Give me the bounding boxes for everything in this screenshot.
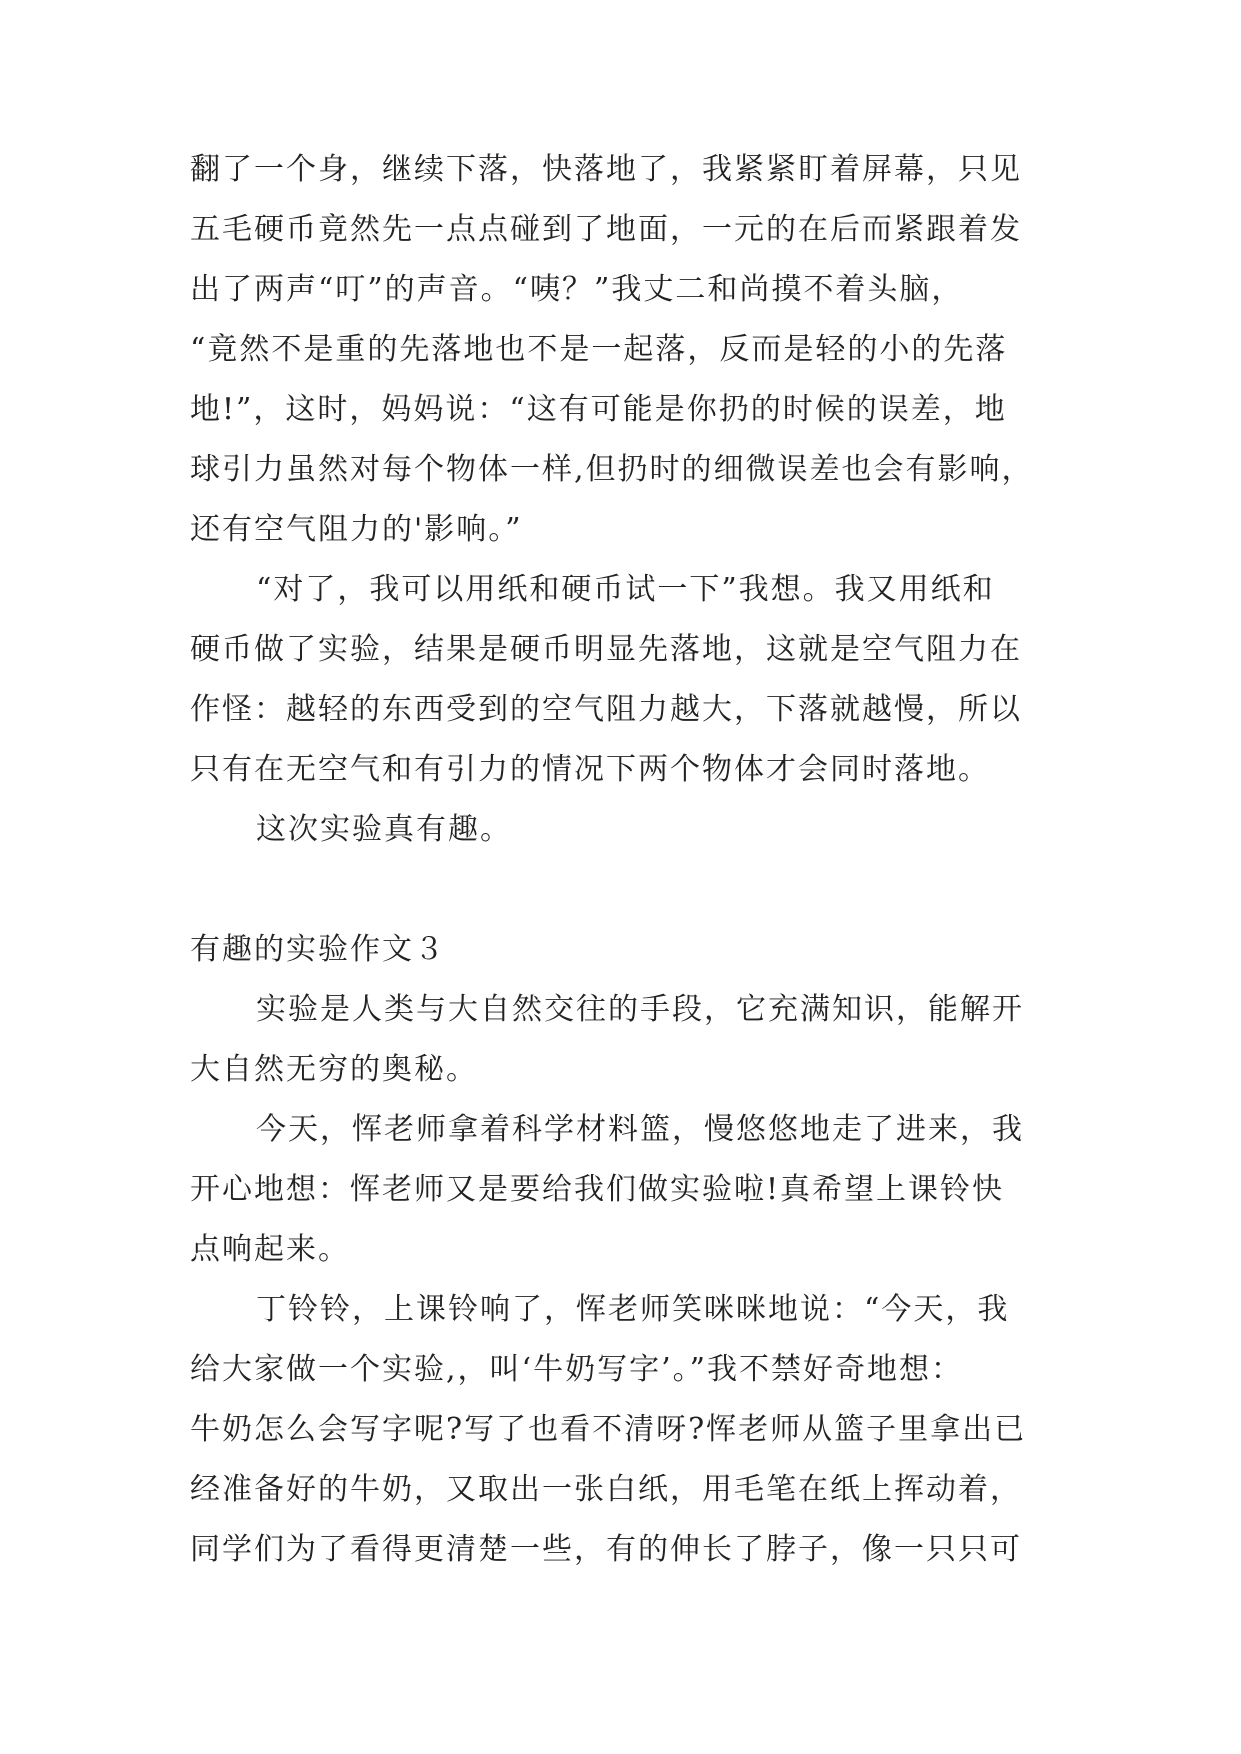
text-line: 开心地想：恽老师又是要给我们做实验啦!真希望上课铃快 (190, 1172, 1005, 1207)
text-line: “竟然不是重的先落地也不是一起落，反而是轻的小的先落 (190, 332, 1008, 367)
document-body (190, 140, 1060, 1580)
paragraph-conclusion (190, 800, 1060, 860)
paragraph-intro (190, 980, 1060, 1100)
text-line: 地!”，这时，妈妈说：“这有可能是你扔的时候的误差，地 (190, 392, 1007, 427)
text-line: 点响起来。 (190, 1232, 350, 1267)
text-line: 经准备好的牛奶，又取出一张白纸，用毛笔在纸上挥动着， (190, 1472, 1022, 1507)
paragraph-bell (190, 1280, 1060, 1580)
paragraph-paper-coin (190, 560, 1060, 800)
text-line: 只有在无空气和有引力的情况下两个物体才会同时落地。 (190, 752, 990, 787)
text-line: 大自然无穷的奥秘。 (190, 1052, 478, 1087)
text-line: 丁铃铃，上课铃响了，恽老师笑咪咪地说：“今天，我 (256, 1292, 1010, 1327)
text-line: 还有空气阻力的'影响。” (190, 512, 523, 547)
text-line: 球引力虽然对每个物体一样,但扔时的细微误差也会有影响， (190, 452, 1034, 487)
text-line: “对了，我可以用纸和硬币试一下”我想。我又用纸和 (256, 572, 995, 607)
text-line: 作怪：越轻的东西受到的空气阻力越大，下落就越慢，所以 (190, 692, 1022, 727)
text-line: 硬币做了实验，结果是硬币明显先落地，这就是空气阻力在 (190, 632, 1022, 667)
text-line: 同学们为了看得更清楚一些，有的伸长了脖子，像一只只可 (190, 1532, 1022, 1567)
text-line: 给大家做一个实验,，叫‘牛奶写字’。”我不禁好奇地想： (190, 1352, 963, 1387)
paragraph-experiment-result (190, 140, 1060, 560)
text-line: 今天，恽老师拿着科学材料篮，慢悠悠地走了进来，我 (256, 1112, 1024, 1147)
text-line: 牛奶怎么会写字呢?写了也看不清呀?恽老师从篮子里拿出已 (190, 1412, 1027, 1447)
text-line: 出了两声“叮”的声音。“咦？”我丈二和尚摸不着头脑， (190, 272, 964, 307)
text-line: 这次实验真有趣。 (256, 812, 512, 847)
text-line: 翻了一个身，继续下落，快落地了，我紧紧盯着屏幕，只见 (190, 152, 1022, 187)
text-line: 五毛硬币竟然先一点点碰到了地面，一元的在后而紧跟着发 (190, 212, 1022, 247)
text-line: 实验是人类与大自然交往的手段，它充满知识，能解开 (256, 992, 1024, 1027)
section-title: 有趣的实验作文３ (190, 932, 446, 967)
section-gap (190, 860, 1060, 920)
paragraph-today (190, 1100, 1060, 1280)
